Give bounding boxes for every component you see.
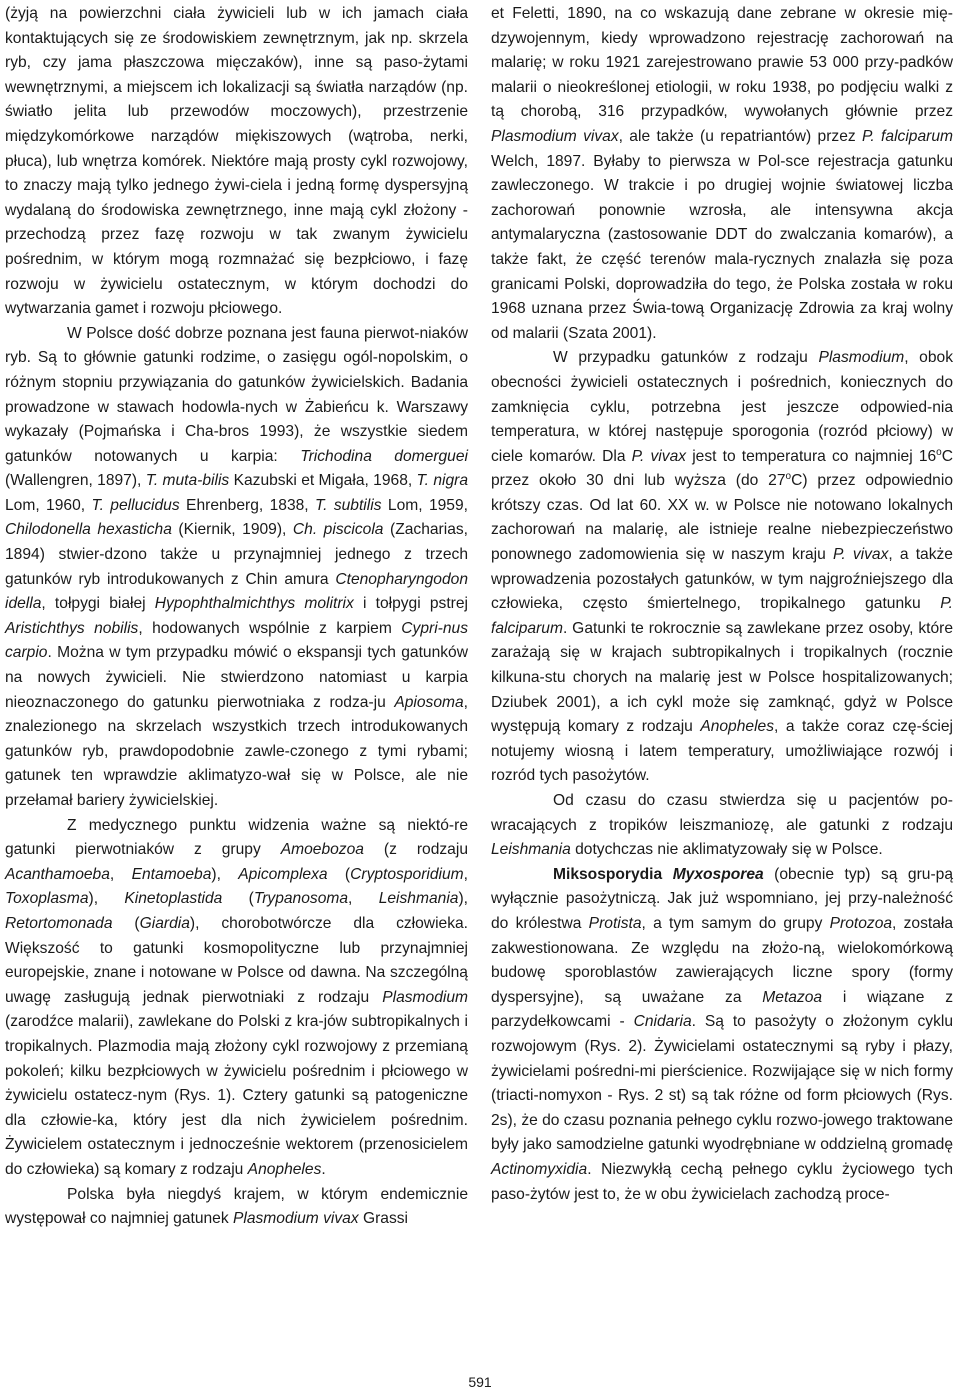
text-segment: Lom, 1960, (5, 496, 92, 514)
text-segment: ( (327, 865, 351, 883)
text-segment: Myxosporea (672, 865, 764, 883)
text-segment: Chilodonella hexasticha (5, 521, 172, 539)
text-segment: et Feletti, 1890, na co wskazują dane zebrane w okresie mię-dzywojennym, kiedy wprowadzono rejestrację zachorowań na malarię; w roku 1921 zarejestrowano prawie 53 000 przy-padków malarii o nieokreślonej etiologii, w roku 1938, po podjęciu walki z tą chorobą, 316 przypadków, wywołanych głównie przez (491, 5, 953, 121)
text-segment: Toxoplasma (5, 890, 89, 908)
text-segment: T. subtilis (315, 496, 382, 514)
text-segment: Metazoa (762, 988, 823, 1006)
text-segment: Aristichthys nobilis (5, 619, 139, 637)
text-segment: Protozoa (829, 914, 893, 932)
text-segment: ( (222, 890, 254, 908)
text-segment: Apiosoma (394, 693, 464, 711)
text-segment: Plasmodium (382, 988, 468, 1006)
text-segment: , a także coraz czę-ściej notujemy wiosną i latem temperatury, umożliwiające rozwój i rozród tych pasożytów. (491, 718, 953, 785)
text-segment: i tołpygi pstrej (353, 595, 469, 613)
text-segment: T. pellucidus (91, 496, 180, 514)
text-segment: (obecnie typ) są gru-pą wyłącznie pasożytniczą. Jak już wspomniano, jej przy-należność do królestwa (491, 865, 953, 932)
text-segment: Hypophthalmichthys molitrix (154, 595, 354, 613)
text-segment: Entamoeba (131, 865, 212, 883)
text-segment: i wiązane z parzydełkowcami - (491, 988, 953, 1031)
text-segment: ), (88, 890, 125, 908)
text-segment: , ale także (u repatriantów) przez (618, 127, 863, 145)
text-segment: Ehrenberg, 1838, (179, 496, 316, 514)
text-segment: T. muta-bilis (145, 472, 230, 490)
text-segment: Protista (588, 914, 642, 932)
text-segment: P. vivax (832, 546, 889, 564)
text-segment: Lom, 1959, (381, 496, 468, 514)
text-segment: dotychczas nie aklimatyzowały się w Polsce. (570, 841, 883, 859)
text-segment: W przypadku gatunków z rodzaju (553, 349, 819, 367)
text-segment: Kinetoplastida (124, 890, 223, 908)
text-segment: , znalezionego na skrzelach wszystkich trzech introdukowanych gatunków ryb, prawdopodobnie zawle-czonego z tymi rybami; gatunek ten wprawdzie aklimatyzo-wał się w Polsce, ale nie przełamał bariery żywicielskiej. (5, 693, 468, 809)
text-segment: (Wallengren, 1897), (5, 472, 146, 490)
text-segment: Kazubski et Migała, 1968, (229, 472, 417, 490)
text-segment: , (109, 865, 132, 883)
text-segment: (Kiernik, 1909), (171, 521, 293, 539)
text-segment: Z medycznego punktu widzenia ważne są niektó-re gatunki pierwotniaków z grupy (5, 816, 468, 859)
text-segment: ), chorobotwórcze dla człowieka. Większość to gatunki kosmopolityczne lub przynajmniej europejskie, znane i notowane w Polsce od dawna. Na szczególną uwagę zasługują jednak pierwotniaki z rodzaju (5, 914, 469, 1006)
text-segment: (Zacharias, 1894) stwier-dzono także u przynajmniej jednego z trzech gatunków ryb introdukowanych z Chin amura (5, 521, 468, 588)
text-segment: Actinomyxidia (491, 1160, 588, 1178)
text-segment: . Gatunki te rokrocznie są zawlekane przez osoby, które zarażają się w krajach subtropikalnych i tropikalnych (rocznie kilkuna-stu chorych na malarię jest w Polsce hospitalizowanych; Dziubek 2001), a ich cykl może się zamknąć, gdyż w Polsce występują komary z rodzaju (491, 619, 953, 736)
text-segment: . Niezwykłą cechą pełnego cyklu życiowego tych paso-żytów jest to, że w obu żywicielach zachodzą proce- (491, 1160, 953, 1203)
text-segment: P. falciparum (862, 127, 953, 145)
text-segment: Welch, 1897. Byłaby to pierwsza w Pol-sce rejestracja gatunku zawleczonego. W trakcie i po drugiej wojnie światowej liczba zachorowań ponownie wzrosła, ale intensywna akcja antymalaryczna (zastosowanie DDT do zwalczania komarów), a także fakt, że część terenów mala-rycznych znalazła się poza granicami Polski, doprowadziła do tego, że Polska została w roku 1968 uznana przez Świa-tową Organizację Zdrowia za kraj wolny od malarii (Szata 2001). (491, 152, 953, 342)
left-column (5, 2, 468, 1232)
text-segment: Amoebozoa (280, 841, 364, 859)
text-segment: . Są to pasożyty o złożonym cyklu rozwojowym (Rys. 2). Żywicielami ostatecznymi są ryby i płazy, żywicielami pośredni-mi pierścienice. Rozwijające się w nich formy (triacti-nomyxon - Rys. 2 st) są tak różne od form płciowych (Rys. 2s), że do czasu poznania pełnego cyklu rozwo-jowego traktowane były jako samodzielne gatunki wyodrębniane w oddzielną gromadę (491, 1013, 954, 1154)
page-number: 591 (468, 1374, 492, 1390)
text-segment: W Polsce dość dobrze poznana jest fauna pierwot-niaków ryb. Są to głównie gatunki rodzime, o zasięgu ogól-nopolskim, o różnym stopniu przywiązania do gatunków żywicielskich. Badania prowadzone w stawach hodowla-nych w Żabieńcu k. Warszawy wykazały (Pojmańska i Cha-bros 1993), że wszystkie siedem gatunków notowanych u karpia: (5, 324, 468, 465)
paragraph (5, 1183, 468, 1232)
paragraph (491, 863, 953, 1207)
text-segment: . Można w tym przypadku mówić o ekspansji tych gatunków na nowych żywicieli. Nie stwierdzono natomiast u karpia nieoznaczonego do gatunku pierwotniaka z rodza-ju (5, 644, 468, 711)
text-segment: (z rodzaju (363, 841, 468, 859)
right-column (491, 2, 953, 1207)
text-segment: C) przez odpowiednio krótszy czas. Od lat 60. XX w. w Polsce nie notowano lokalnych zachorowań na malarię, ale istnieje realne niebezpieczeństwo ponownego zadomowienia się w naszym kraju (491, 472, 953, 564)
text-segment: Apicomplexa (238, 865, 328, 883)
text-segment: , obok obecności żywicieli ostatecznych i pośrednich, koniecznych do zamknięcia cyklu, potrzebna jest jeszcze odpowied-nia temperatura, w której następuje sporogonia (rozród płciowy) w ciele komarów. Dla (491, 349, 953, 465)
text-segment: Cryptosporidium (350, 865, 464, 883)
text-segment: Leishmania (491, 841, 571, 859)
text-segment: o (785, 471, 792, 483)
text-segment: Od czasu do czasu stwierdza się u pacjentów po-wracających z tropików leiszmaniozę, ale gatunki z rodzaju (491, 792, 953, 834)
text-segment: (zarodźce malarii), zawlekane do Polski z kra-jów subtropikalnych i tropikalnych. Plazmodia mają złożony cykl rozwojowy z przemianą pokoleń; kilku bezpłciowych w żywicielu pośrednim i płciowego w żywicielu ostatecz-nym (Rys. 1). Cztery gatunki są patogeniczne dla człowie-ka, który jest dla nich żywicielem pośrednim. Żywicielem ostatecznym i jednocześnie wektorem (przenosicielem do człowieka) są komary z rodzaju (5, 1013, 468, 1178)
text-segment: Giardia (139, 914, 190, 932)
text-segment: o (936, 446, 942, 458)
text-segment: Retortomonada (5, 914, 113, 932)
paragraph (5, 814, 468, 1183)
text-segment: Anopheles (700, 718, 775, 736)
text-segment: Acanthamoeba (5, 865, 110, 883)
text-segment: Plasmodium vivax (232, 1210, 359, 1228)
text-segment: P. vivax (631, 447, 687, 465)
text-segment: Polska była niegdyś krajem, w którym endemicznie występował co najmniej gatunek (5, 1185, 468, 1228)
text-segment: ( (112, 914, 140, 932)
text-segment: , została zakwestionowana. Ze względu na złożo-ną, wielokomórkową budowę sporoblastów zawierających liczne spory (formy dyspersyjne), są uważane za (491, 914, 954, 1006)
text-segment: (żyją na powierzchni ciała żywicieli lub w ich jamach ciała kontaktujących się ze środowiskiem zewnętrznym, jak np. skrzela ryb, czy jama płaszczowa mięczaków), inne są paso-żytami wewnętrznymi, a miejscem ich lokalizacji są światła narządów (np. światło jelita lub przewodów moczowych), przestrzenie międzykomórkowe narządów miękiszowych (wątroba, nerki, płuca), lub wnętrza komórek. Niektóre mają prosty cykl rozwojowy, to znaczy mają tylko jednego żywi-ciela i jedną formę dyspersyjną wydalaną do środowiska zewnętrznego, inne mają cykl złożony - przechodzą przez fazę rozwoju w tak zwanym żywicielu pośrednim, w którym mogą rozmnażać się bezpłciowo, i fazę rozwoju w żywicielu ostatecznym, w którym dochodzi do wytwarzania gamet i rozwoju płciowego. (5, 5, 468, 318)
paragraph (5, 2, 468, 322)
text-segment: Cnidaria (633, 1013, 692, 1031)
text-segment: P. falciparum (491, 595, 953, 637)
text-segment: T. nigra (416, 472, 468, 490)
text-segment: . (321, 1160, 326, 1178)
text-segment: jest to temperatura co najmniej 16 (686, 447, 937, 465)
text-segment: , a tym samym do grupy (641, 914, 830, 932)
text-segment: , (463, 865, 468, 883)
text-segment: Plasmodium vivax (491, 127, 619, 145)
text-segment: Grassi (358, 1210, 409, 1228)
text-segment: , hodowanych wspólnie z karpiem (138, 619, 402, 637)
text-segment: Miksosporydia (553, 865, 673, 883)
paragraph (491, 2, 953, 346)
paragraph (491, 789, 953, 863)
text-segment: ), (458, 890, 468, 908)
text-segment: Anopheles (247, 1160, 322, 1178)
text-segment: Plasmodium (818, 349, 905, 367)
text-segment: Trichodina domerguei (300, 447, 468, 465)
text-segment: Cypri-nus carpio (5, 619, 468, 662)
text-segment: ), (211, 865, 239, 883)
text-segment: Ch. piscicola (292, 521, 384, 539)
text-segment: Trypanosoma (253, 890, 349, 908)
paragraph (5, 322, 468, 814)
text-segment: C przez około 30 dni lub wyższa (do 27 (491, 447, 953, 490)
text-segment: , tołpygi białej (41, 595, 155, 613)
text-segment: Leishmania (378, 890, 459, 908)
text-segment: Ctenopharyngodon idella (5, 570, 468, 613)
text-segment: , (348, 890, 379, 908)
paragraph (491, 346, 953, 789)
text-segment: , a także wprowadzenia pozostałych gatunków, w tym najgroźniejszego dla człowieka, często śmiertelnego, tropikalnego gatunku (491, 546, 953, 613)
